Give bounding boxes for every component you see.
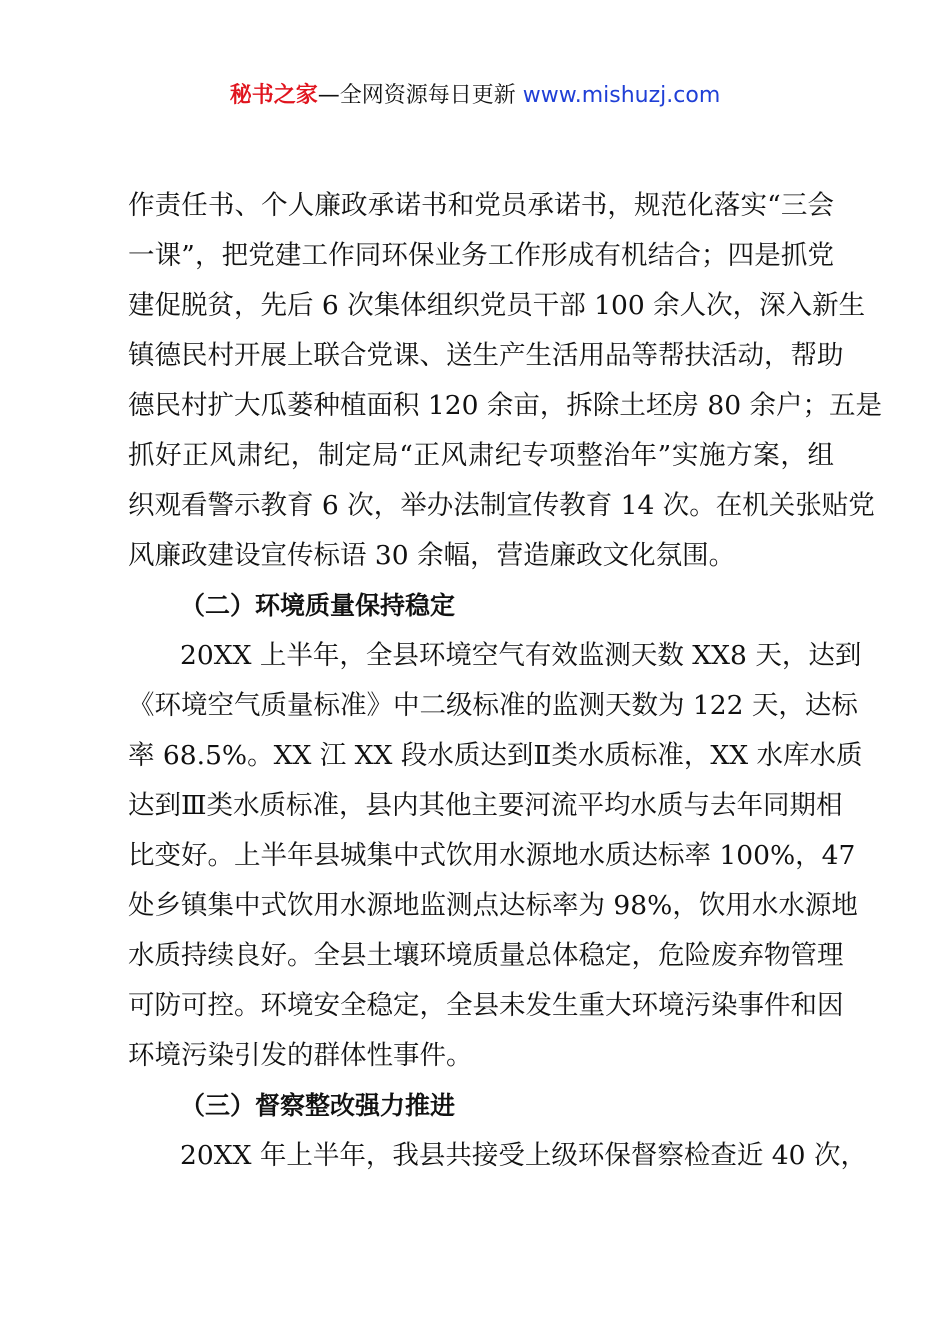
paragraph-line: 镇德民村开展上联合党课、送生产生活用品等帮扶活动，帮助 [128,340,844,371]
paragraph-line: 《环境空气质量标准》中二级标准的监测天数为 122 天，达标 [128,690,858,721]
page-header [0,80,950,112]
section-heading: （三）督察整改强力推进 [180,1091,456,1120]
paragraph-line: 抓好正风肃纪，制定局“正风肃纪专项整治年”实施方案，组 [128,440,834,471]
paragraph-line: 20XX 上半年，全县环境空气有效监测天数 XX8 天，达到 [180,640,862,671]
header-tagline: —全网资源每日更新 [317,83,516,108]
paragraph-line: 建促脱贫，先后 6 次集体组织党员干部 100 余人次，深入新生 [128,290,866,321]
paragraph-line: 率 68.5%。XX 江 XX 段水质达到Ⅱ类水质标准，XX 水库水质 [128,740,863,771]
paragraph-line: 处乡镇集中式饮用水源地监测点达标率为 98%，饮用水水源地 [128,890,858,921]
paragraph-line: 可防可控。环境安全稳定，全县未发生重大环境污染事件和因 [128,990,844,1021]
section-heading: （二）环境质量保持稳定 [180,591,456,620]
paragraph-line: 风廉政建设宣传标语 30 余幅，营造廉政文化氛围。 [128,540,736,571]
brand-name: 秘书之家 [229,83,318,108]
paragraph-line: 水质持续良好。全县土壤环境质量总体稳定，危险废弃物管理 [128,940,844,971]
paragraph-line: 德民村扩大瓜蒌种植面积 120 余亩，拆除土坯房 80 余户；五是 [128,390,882,421]
paragraph-line: 一课”，把党建工作同环保业务工作形成有机结合；四是抓党 [128,240,834,271]
paragraph-line: 达到Ⅲ类水质标准，县内其他主要河流平均水质与去年同期相 [128,790,843,821]
paragraph-line: 比变好。上半年县城集中式饮用水源地水质达标率 100%，47 [128,840,856,871]
paragraph-line: 作责任书、个人廉政承诺书和党员承诺书，规范化落实“三会 [128,190,834,221]
document-body [128,181,882,1181]
paragraph-line: 环境污染引发的群体性事件。 [128,1040,473,1071]
paragraph-line: 织观看警示教育 6 次，举办法制宣传教育 14 次。在机关张贴党 [128,490,875,521]
website-link[interactable]: www.mishuzj.com [522,83,721,108]
paragraph-line: 20XX 年上半年，我县共接受上级环保督察检查近 40 次， [180,1140,867,1171]
